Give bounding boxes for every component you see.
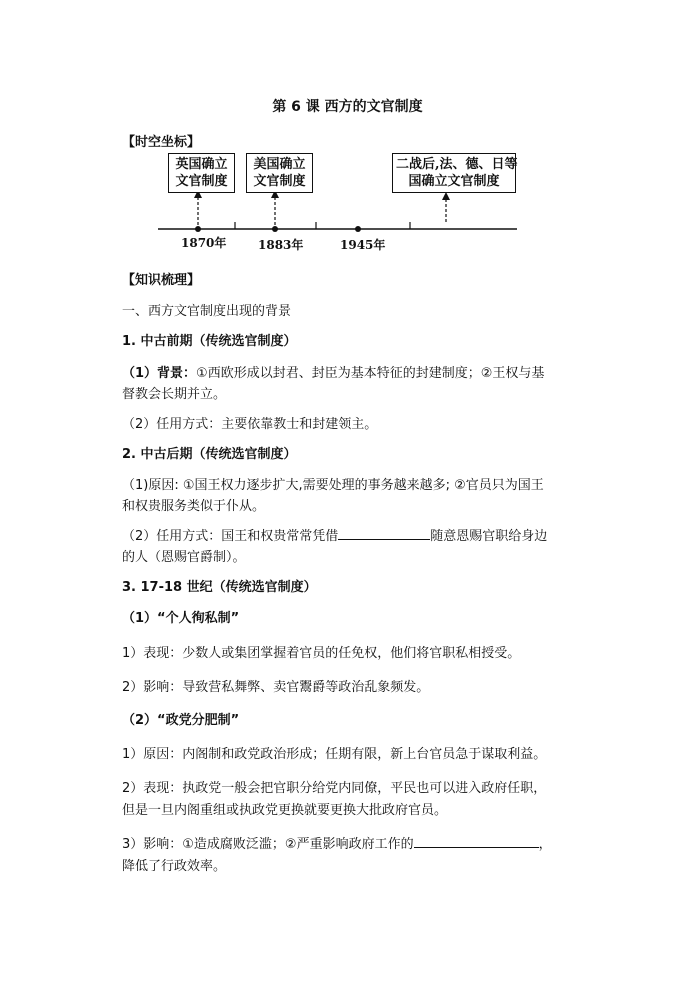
part3-sub2-item3-prefix: 3）影响：①造成腐败泛滥；②严重影响政府工作的 bbox=[122, 837, 414, 852]
part3-sub2-item2-line2: 但是一旦内阁重组或执政党更换就要更换大批政府官员。 bbox=[122, 803, 448, 818]
part2-item1-line2: 和权贵服务类似于仆从。 bbox=[122, 499, 266, 514]
part3-sub2: （2）“政党分肥制” bbox=[122, 713, 240, 728]
part2-item1-line1: （1)原因: ①国王权力逐步扩大,需要处理的事务越来越多; ②官员只为国王 bbox=[122, 478, 544, 493]
timeline-box-2: 美国确立 文官制度 bbox=[246, 153, 313, 193]
page-title: 第 6 课 西方的文官制度 bbox=[272, 99, 423, 115]
arrowhead-3 bbox=[442, 192, 450, 200]
part1-item1-text: ①西欧形成以封君、封臣为基本特征的封建制度；②王权与基 bbox=[196, 366, 545, 381]
part1-item2: （2）任用方式：主要依靠教士和封建领主。 bbox=[122, 417, 378, 432]
timeline-year-2: 1883年 bbox=[258, 238, 304, 252]
part3-sub2-item3-suffix: ， bbox=[538, 837, 552, 852]
timeline-header: 【时空坐标】 bbox=[122, 135, 201, 150]
timeline-graphic bbox=[0, 0, 695, 260]
section-heading: 一、西方文官制度出现的背景 bbox=[122, 304, 292, 319]
part1-heading: 1. 中古前期（传统选官制度） bbox=[122, 334, 297, 349]
part3-sub1-item1: 1）表现：少数人或集团掌握着官员的任免权，他们将官职私相授受。 bbox=[122, 646, 521, 661]
timeline-year-3: 1945年 bbox=[340, 238, 386, 252]
timeline-dot-2 bbox=[272, 226, 278, 232]
part2-item2-prefix: （2）任用方式：国王和权贵常常凭借 bbox=[122, 529, 339, 544]
timeline-dot-3 bbox=[355, 226, 361, 232]
timeline-year-1: 1870年 bbox=[181, 236, 227, 250]
part3-sub2-item3-line1 bbox=[122, 834, 552, 855]
part2-item2-line2: 的人（恩赐官爵制）。 bbox=[122, 550, 246, 565]
part3-sub2-item2-line1: 2）表现：执政党一般会把官职分给党内同僚，平民也可以进入政府任职， bbox=[122, 781, 547, 796]
part1-item1-line2: 督教会长期并立。 bbox=[122, 387, 227, 402]
part1-item1-line1 bbox=[122, 363, 544, 384]
part3-sub2-item3-line2: 降低了行政效率。 bbox=[122, 859, 227, 874]
part2-item2-line1 bbox=[122, 526, 547, 547]
part2-item2-suffix: 随意恩赐官职给身边 bbox=[430, 529, 548, 544]
knowledge-header: 【知识梳理】 bbox=[122, 273, 201, 288]
timeline-box-3: 二战后,法、德、日等 国确立文官制度 bbox=[392, 153, 516, 193]
part3-sub2-item1: 1）原因：内阁制和政党政治形成；任期有限，新上台官员急于谋取利益。 bbox=[122, 747, 547, 762]
fill-blank-2 bbox=[414, 834, 539, 848]
part3-heading: 3. 17-18 世纪（传统选官制度） bbox=[122, 580, 317, 595]
timeline-box-1: 英国确立 文官制度 bbox=[168, 153, 235, 193]
part3-sub1-item2: 2）影响：导致营私舞弊、卖官鬻爵等政治乱象频发。 bbox=[122, 680, 430, 695]
timeline-dot-1 bbox=[195, 226, 201, 232]
part1-item1-label: （1）背景： bbox=[122, 366, 197, 381]
timeline-diagram bbox=[0, 0, 695, 260]
part2-heading: 2. 中古后期（传统选官制度） bbox=[122, 447, 297, 462]
part3-sub1: （1）“个人徇私制” bbox=[122, 611, 240, 626]
fill-blank-1 bbox=[338, 526, 430, 540]
